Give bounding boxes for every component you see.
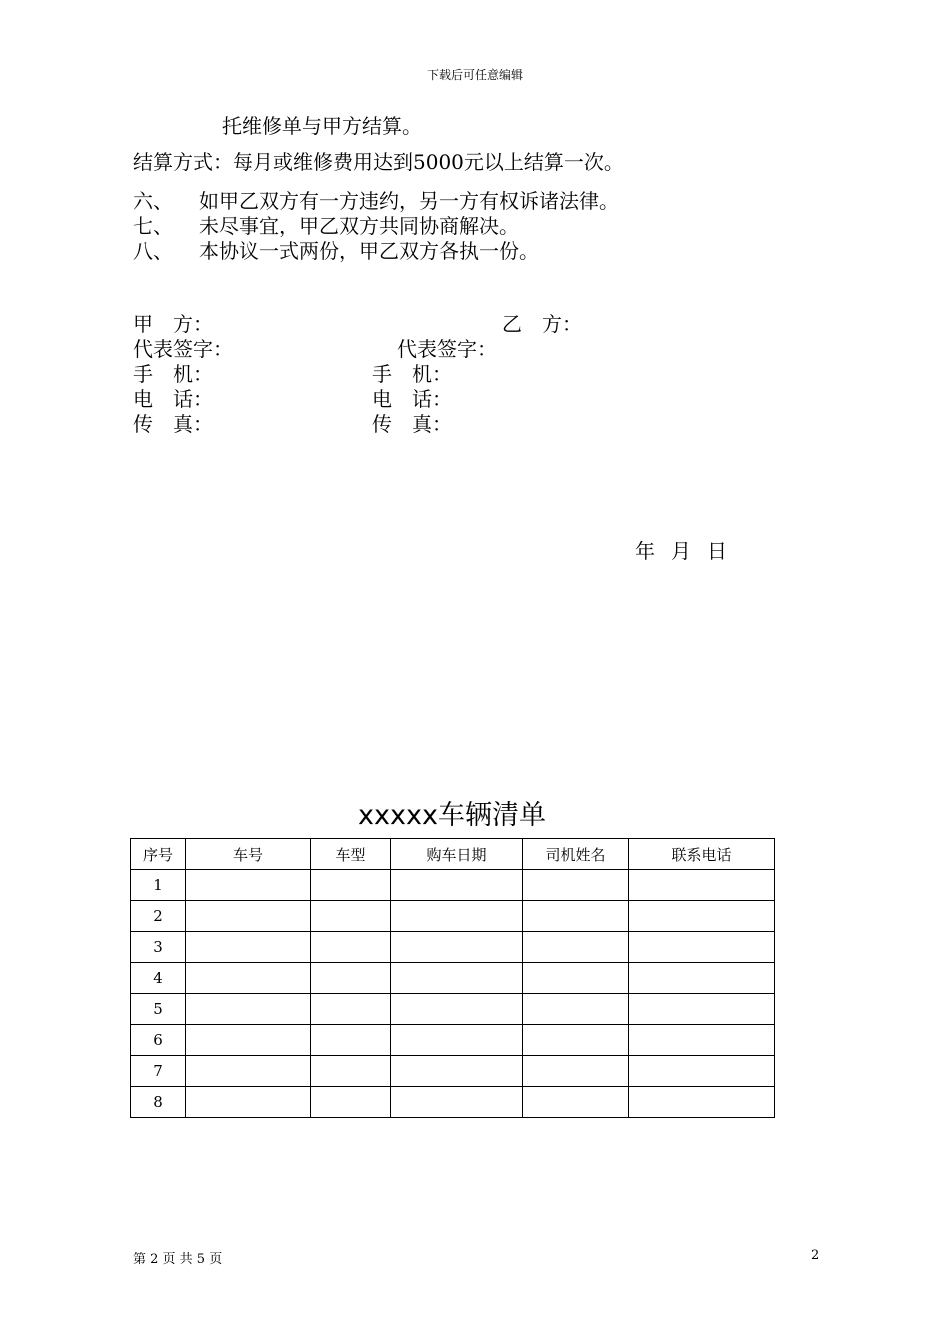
cell-purchase-date[interactable] xyxy=(391,963,523,994)
table-row xyxy=(131,963,775,994)
clause-text: 本协议一式两份，甲乙双方各执一份。 xyxy=(199,239,539,263)
cell-plate[interactable] xyxy=(186,901,311,932)
header-index: 序号 xyxy=(131,839,186,870)
cell-model[interactable] xyxy=(311,870,391,901)
table-row xyxy=(131,901,775,932)
clause-number: 七、 xyxy=(133,214,173,238)
header-plate: 车号 xyxy=(186,839,311,870)
party-a-label: 甲 方： xyxy=(133,312,213,336)
cell-contact-phone[interactable] xyxy=(629,963,775,994)
table-row xyxy=(131,1056,775,1087)
cell-plate[interactable] xyxy=(186,870,311,901)
row-index: 2 xyxy=(131,901,186,932)
cell-driver-name[interactable] xyxy=(523,1087,629,1118)
cell-purchase-date[interactable] xyxy=(391,994,523,1025)
party-b-label: 乙 方： xyxy=(502,312,582,336)
row-index: 1 xyxy=(131,870,186,901)
table-row xyxy=(131,932,775,963)
cell-model[interactable] xyxy=(311,932,391,963)
date-year: 年 xyxy=(635,539,655,563)
party-a-phone-label: 电 话： xyxy=(133,387,213,411)
cell-driver-name[interactable] xyxy=(523,901,629,932)
table-row xyxy=(131,1087,775,1118)
cell-purchase-date[interactable] xyxy=(391,1025,523,1056)
table-row xyxy=(131,1025,775,1056)
header-note: 下载后可任意编辑 xyxy=(426,68,523,82)
table-header-row xyxy=(131,839,775,870)
cell-driver-name[interactable] xyxy=(523,1025,629,1056)
row-index: 6 xyxy=(131,1025,186,1056)
party-b-mobile-label: 手 机： xyxy=(372,362,452,386)
party-b-rep-label: 代表签字： xyxy=(397,337,497,361)
header-contact-phone: 联系电话 xyxy=(629,839,775,870)
cell-plate[interactable] xyxy=(186,994,311,1025)
cell-contact-phone[interactable] xyxy=(629,1056,775,1087)
row-index: 8 xyxy=(131,1087,186,1118)
party-a-rep-label: 代表签字： xyxy=(133,337,233,361)
date-day: 日 xyxy=(707,539,727,563)
page-info: 第 2 页 共 5 页 xyxy=(133,1252,223,1267)
cell-purchase-date[interactable] xyxy=(391,870,523,901)
header-model: 车型 xyxy=(311,839,391,870)
cell-model[interactable] xyxy=(311,963,391,994)
cell-plate[interactable] xyxy=(186,1025,311,1056)
cell-driver-name[interactable] xyxy=(523,870,629,901)
cell-model[interactable] xyxy=(311,1025,391,1056)
cell-driver-name[interactable] xyxy=(523,963,629,994)
clause-7 xyxy=(133,213,519,239)
cell-contact-phone[interactable] xyxy=(629,994,775,1025)
cell-contact-phone[interactable] xyxy=(629,1087,775,1118)
clause-number: 八、 xyxy=(133,239,173,263)
header-purchase-date: 购车日期 xyxy=(391,839,523,870)
page-number: 2 xyxy=(811,1248,820,1263)
party-b-fax-label: 传 真： xyxy=(372,412,452,436)
cell-model[interactable] xyxy=(311,1087,391,1118)
cell-model[interactable] xyxy=(311,901,391,932)
cell-model[interactable] xyxy=(311,994,391,1025)
cell-purchase-date[interactable] xyxy=(391,1087,523,1118)
date-month: 月 xyxy=(671,539,691,563)
vehicle-table xyxy=(130,838,775,1118)
row-index: 3 xyxy=(131,932,186,963)
cell-purchase-date[interactable] xyxy=(391,901,523,932)
cell-purchase-date[interactable] xyxy=(391,1056,523,1087)
clause-text: 如甲乙双方有一方违约，另一方有权诉诸法律。 xyxy=(199,189,619,213)
cell-driver-name[interactable] xyxy=(523,1056,629,1087)
table-row xyxy=(131,994,775,1025)
cell-model[interactable] xyxy=(311,1056,391,1087)
cell-contact-phone[interactable] xyxy=(629,901,775,932)
cell-contact-phone[interactable] xyxy=(629,932,775,963)
party-b-phone-label: 电 话： xyxy=(372,387,452,411)
cell-plate[interactable] xyxy=(186,963,311,994)
table-row xyxy=(131,870,775,901)
cell-plate[interactable] xyxy=(186,932,311,963)
cell-contact-phone[interactable] xyxy=(629,870,775,901)
row-index: 7 xyxy=(131,1056,186,1087)
settlement-continuation: 托维修单与甲方结算。 xyxy=(222,114,422,138)
row-index: 4 xyxy=(131,963,186,994)
clause-text: 未尽事宜，甲乙双方共同协商解决。 xyxy=(199,214,519,238)
cell-plate[interactable] xyxy=(186,1087,311,1118)
cell-purchase-date[interactable] xyxy=(391,932,523,963)
row-index: 5 xyxy=(131,994,186,1025)
header-driver-name: 司机姓名 xyxy=(523,839,629,870)
party-a-mobile-label: 手 机： xyxy=(133,362,213,386)
vehicle-table-title: xxxxx车辆清单 xyxy=(358,800,546,831)
clause-8 xyxy=(133,238,539,264)
cell-driver-name[interactable] xyxy=(523,994,629,1025)
cell-driver-name[interactable] xyxy=(523,932,629,963)
cell-plate[interactable] xyxy=(186,1056,311,1087)
clause-6 xyxy=(133,188,619,214)
party-a-fax-label: 传 真： xyxy=(133,412,213,436)
signing-date xyxy=(635,535,727,564)
clause-number: 六、 xyxy=(133,189,173,213)
settlement-method: 结算方式：每月或维修费用达到5000元以上结算一次。 xyxy=(133,150,624,174)
cell-contact-phone[interactable] xyxy=(629,1025,775,1056)
